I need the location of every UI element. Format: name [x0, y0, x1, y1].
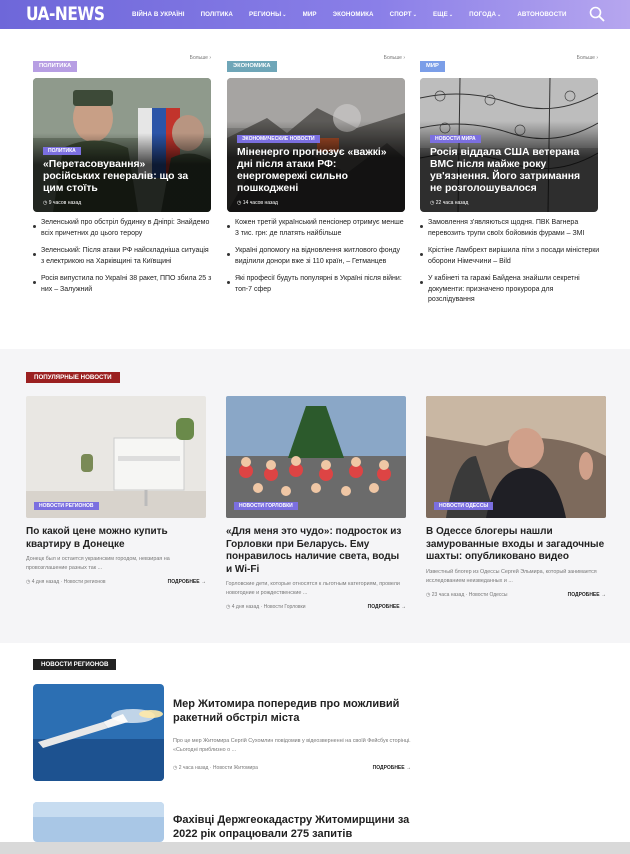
region-article [173, 697, 411, 771]
chevron-down-icon: ⌄ [448, 12, 454, 18]
card-label[interactable]: НОВОСТИ РЕГИОНОВ [34, 502, 99, 510]
card-title[interactable]: Росія віддала США ветерана ВМС після майже року ув'язнення. Його затримання не розголошувалося [430, 147, 581, 194]
card-label[interactable]: ПОЛИТИКА [43, 147, 81, 155]
site-logo[interactable]: UA-NEWS [26, 3, 105, 25]
article-date: ◷ 2 часа назад [173, 765, 209, 771]
popular-image[interactable] [26, 396, 206, 518]
article-date: ◷ 4 дня назад [26, 579, 60, 585]
news-link-list [227, 218, 407, 302]
main-nav [124, 0, 575, 29]
news-link[interactable]: Україні допомогу на відновлення житлового фонду виділили донори вже зі 110 країн, – Гетманцев [227, 246, 407, 267]
card-time: ◷ 9 часов назад [43, 200, 82, 206]
article-category[interactable]: Новости Житомира [212, 765, 258, 771]
nav-item-weather[interactable]: ПОГОДА⌄ [469, 11, 502, 18]
news-link[interactable]: У кабінеті та гаражі Байдена знайшли секретні документи: призначено прокурора для розслідування [420, 274, 600, 306]
article-title[interactable]: Фахівці Держгеокадастру Житомирщини за 2022 рік опрацювали 275 запитів [173, 814, 410, 840]
card-label[interactable]: НОВОСТИ ОДЕССЫ [434, 502, 493, 510]
card-overlay [227, 121, 405, 212]
category-tag[interactable]: МИР [420, 61, 445, 72]
article-meta: ◷ 23 часа назад · Новости Одессы ПОДРОБНЕЕ → [426, 591, 606, 598]
category-tag[interactable]: ЭКОНОМИКА [227, 61, 277, 72]
article-title[interactable]: «Для меня это чудо»: подросток из Горловки при Беларусь. Ему понравилось наличие света, воды и Wi-Fi [226, 526, 402, 575]
article-excerpt: Про це мер Житомира Сергій Сухомлин повідомив у відеозверненні на своїй Фейсбук сторінці. «Сьогодні приблизно о ... [173, 738, 411, 753]
more-link[interactable]: Больше › [189, 55, 211, 61]
card-time: ◷ 22 часа назад [430, 200, 469, 206]
section-title: НОВОСТИ РЕГИОНОВ [33, 659, 116, 670]
news-link[interactable]: Замовлення з'являються щодня. ПВК Вагнера перевозить трупи своїх бойовиків фурами – ЗМІ [420, 218, 600, 239]
featured-card[interactable] [227, 78, 405, 212]
news-link-list [420, 218, 600, 313]
category-header-politics [33, 54, 211, 69]
popular-image[interactable] [226, 396, 406, 518]
news-link[interactable]: Зеленський про обстріл будинку в Дніпрі: Знайдемо всіх причетних до цього терору [33, 218, 213, 239]
news-image [26, 396, 206, 518]
news-image [226, 396, 406, 518]
article-category[interactable]: Новости регионов [63, 579, 106, 585]
nav-item-war[interactable]: ВІЙНА В УКРАЇНІ [132, 11, 185, 18]
card-label[interactable]: ЭКОНОМИЧЕСКИЕ НОВОСТИ [237, 135, 320, 143]
site-header [0, 0, 630, 29]
article-meta: ◷ 4 дня назад · Новости регионов ПОДРОБНЕЕ → [26, 579, 206, 585]
nav-item-economy[interactable]: ЭКОНОМИКА [332, 11, 374, 18]
news-link[interactable]: Росія випустила по Україні 38 ракет, ППО збила 25 з них – Залужний [33, 274, 213, 295]
article-title[interactable]: По какой цене можно купить квартиру в Донецке [26, 526, 168, 550]
card-time: ◷ 14 часов назад [237, 200, 278, 206]
article-meta: ◷ 4 дня назад · Новости Горловки ПОДРОБНЕЕ → [226, 604, 406, 610]
article-category[interactable]: Новости Горловки [263, 604, 306, 610]
article-title[interactable]: В Одессе блогеры нашли замурованные входы и загадочные шахты: опубликовано видео [426, 526, 605, 562]
nav-item-sport[interactable]: СПОРТ⌄ [389, 11, 417, 18]
read-more-link[interactable]: ПОДРОБНЕЕ → [567, 591, 606, 598]
card-label[interactable]: НОВОСТИ ГОРЛОВКИ [234, 502, 298, 510]
horizontal-scrollbar[interactable] [0, 842, 630, 854]
more-link[interactable]: Больше › [383, 55, 405, 61]
nav-item-regions[interactable]: РЕГИОНЫ⌄ [249, 11, 287, 18]
chevron-down-icon: ⌄ [412, 12, 417, 18]
card-overlay [420, 121, 598, 212]
card-title[interactable]: «Перетасовування» російських генералів: що за цим стоїть [43, 159, 189, 194]
article-excerpt: Известный блогер из Одессы Сергей Эльмира, который занимается исследованием неизведанных и ... [426, 568, 597, 584]
region-article-image[interactable] [33, 684, 164, 781]
news-image [33, 684, 164, 781]
featured-card[interactable] [420, 78, 598, 212]
news-image [426, 396, 606, 518]
category-tag[interactable]: ПОЛИТИКА [33, 61, 77, 72]
category-header-world [420, 54, 598, 69]
news-link-list [33, 218, 213, 302]
article-date: ◷ 4 дня назад [226, 604, 260, 610]
region-article [173, 813, 411, 841]
more-link[interactable]: Больше › [576, 55, 598, 61]
article-excerpt: Донецк был и остается украинским городом, невзирая на провозглашение разных так ... [26, 556, 170, 571]
nav-item-auto[interactable]: АВТОНОВОСТИ [517, 11, 567, 18]
article-excerpt: Горловские дети, которые относятся к льготным категориям, провели новогодние и рождественские ... [226, 581, 400, 596]
featured-card[interactable] [33, 78, 211, 212]
chevron-down-icon: ⌄ [497, 12, 502, 18]
read-more-link[interactable]: ПОДРОБНЕЕ → [372, 765, 411, 771]
popular-article [226, 526, 406, 610]
popular-article [26, 526, 206, 585]
popular-image[interactable] [426, 396, 606, 518]
region-article-image[interactable] [33, 802, 164, 842]
news-link[interactable]: Крістіне Ламбрехт вирішила піти з посади міністерки оборони Німеччини – Bild [420, 246, 600, 267]
read-more-link[interactable]: ПОДРОБНЕЕ → [367, 604, 406, 610]
card-overlay [33, 133, 211, 212]
chevron-down-icon: ⌄ [282, 12, 287, 18]
search-icon[interactable] [589, 6, 605, 22]
article-title[interactable]: Мер Житомира попередив про можливий ракетний обстріл міста [173, 698, 400, 724]
news-link[interactable]: Кожен третій український пенсіонер отримує менше 3 тис. грн: де платять найбільше [227, 218, 407, 239]
section-title: ПОПУЛЯРНЫЕ НОВОСТИ [26, 372, 120, 383]
article-meta: ◷ 2 часа назад · Новости Житомира ПОДРОБНЕЕ → [173, 765, 411, 771]
read-more-link[interactable]: ПОДРОБНЕЕ → [167, 579, 206, 585]
article-category[interactable]: Новости Одессы [468, 591, 508, 598]
nav-item-more[interactable]: ЕЩЕ⌄ [432, 11, 454, 18]
news-link[interactable]: Зеленський: Після атаки РФ найскладніша ситуація з електрикою на Харківщині та Київщині [33, 246, 213, 267]
popular-article [426, 526, 606, 598]
news-image [33, 802, 164, 842]
card-title[interactable]: Міненерго прогнозує «важкі» дні після атаки РФ: енергомережі сильно пошкоджені [237, 147, 387, 194]
card-label[interactable]: НОВОСТИ МИРА [430, 135, 481, 143]
category-header-economy [227, 54, 405, 69]
nav-item-world[interactable]: МИР [302, 11, 317, 18]
article-date: ◷ 23 часа назад [426, 591, 465, 598]
nav-item-politics[interactable]: ПОЛІТИКА [200, 11, 234, 18]
news-link[interactable]: Які професії будуть популярні в Україні після війни: топ-7 сфер [227, 274, 407, 295]
